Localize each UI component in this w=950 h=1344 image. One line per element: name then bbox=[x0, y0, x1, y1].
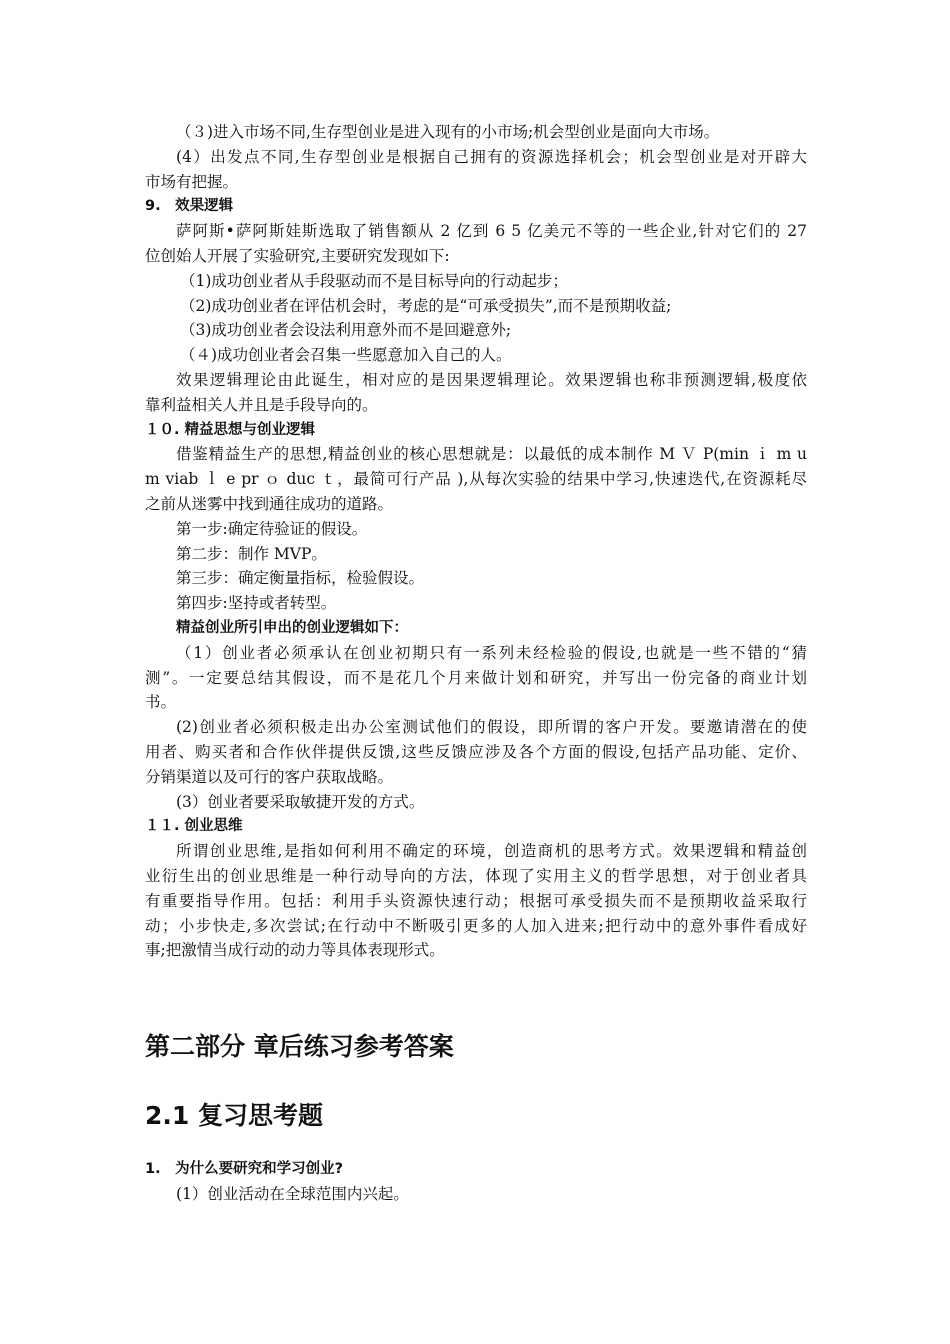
text-line: （3)成功创业者会设法利用意外而不是回避意外; bbox=[180, 321, 512, 340]
text-line: 书。 bbox=[145, 693, 177, 712]
text-line: 测”。一定要总结其假设，而不是花几个月来做计划和研究，并写出一份完备的商业计划 bbox=[145, 668, 807, 687]
part-heading: 第二部分 章后练习参考答案 bbox=[145, 1032, 454, 1061]
text-line: 效果逻辑理论由此诞生，相对应的是因果逻辑理论。效果逻辑也称非预测逻辑,极度依 bbox=[176, 370, 807, 389]
text-line: 精益创业所引申出的创业逻辑如下： bbox=[176, 619, 408, 636]
section-heading: 2.1 复习思考题 bbox=[145, 1101, 323, 1130]
text-line: (2)创业者必须积极走出办公室测试他们的假设，即所谓的客户开发。要邀请潜在的使 bbox=[176, 718, 807, 737]
text-line: 动；小步快走,多次尝试;在行动中不断吸引更多的人加入进来;把行动中的意外事件看成好 bbox=[145, 916, 807, 935]
text-line: 用者、购买者和合作伙伴提供反馈,这些反馈应涉及各个方面的假设,包括产品功能、定价、 bbox=[145, 742, 807, 761]
text-line: １１. 创业思维 bbox=[145, 818, 243, 835]
text-line: 第三步：确定衡量指标，检验假设。 bbox=[176, 569, 425, 588]
text-line: 之前从迷雾中找到通往成功的道路。 bbox=[145, 494, 394, 513]
text-line: 借鉴精益生产的思想,精益创业的核心思想就是：以最低的成本制作 M Ｖ P(min ｉ m u bbox=[176, 445, 807, 464]
question-1: 1. 为什么要研究和学习创业? bbox=[145, 1161, 344, 1177]
text-line: 业衍生出的创业思维是一种行动导向的方法，体现了实用主义的哲学思想，对于创业者具 bbox=[145, 866, 807, 885]
answer-1-item-1: (1）创业活动在全球范围内兴起。 bbox=[176, 1185, 409, 1203]
text-line: 9. 效果逻辑 bbox=[145, 198, 234, 215]
text-line: 第四步:坚持或者转型。 bbox=[176, 594, 337, 613]
text-line: １０. 精益思想与创业逻辑 bbox=[145, 421, 316, 438]
document-body bbox=[145, 120, 807, 963]
text-line: 靠利益相关人并且是手段导向的。 bbox=[145, 395, 378, 414]
text-line: 第一步:确定待验证的假设。 bbox=[176, 519, 368, 538]
text-line: (3）创业者要采取敏捷开发的方式。 bbox=[176, 792, 425, 811]
text-line: （３)进入市场不同,生存型创业是进入现有的小市场;机会型创业是面向大市场。 bbox=[176, 123, 720, 141]
text-line: 萨阿斯•萨阿斯娃斯选取了销售额从 2 亿到 6 5 亿美元不等的一些企业,针对它们的 27 bbox=[176, 222, 807, 241]
text-line: m viab ｌ e pr ｏ duc ｔ，最简可行产品 ),从每次实验的结果中学习,快速迭代,在资源耗尽 bbox=[145, 470, 807, 489]
text-line: 事;把激情当成行动的动力等具体表现形式。 bbox=[145, 941, 445, 960]
text-line: 所谓创业思维,是指如何利用不确定的环境，创造商机的思考方式。效果逻辑和精益创 bbox=[176, 842, 807, 861]
text-line: 有重要指导作用。包括：利用手头资源快速行动；根据可承受损失而不是预期收益采取行 bbox=[145, 891, 807, 910]
text-line: 第二步：制作 MVP。 bbox=[176, 544, 327, 563]
text-line: （1)成功创业者从手段驱动而不是目标导向的行动起步； bbox=[180, 271, 568, 290]
text-line: 位创始人开展了实验研究,主要研究发现如下: bbox=[145, 246, 450, 265]
text-line: (4）出发点不同,生存型创业是根据自己拥有的资源选择机会；机会型创业是对开辟大 bbox=[176, 147, 807, 166]
text-line: 分销渠道以及可行的客户获取战略。 bbox=[145, 767, 394, 786]
paragraph-block bbox=[145, 120, 807, 963]
text-line: （2)成功创业者在评估机会时，考虑的是“可承受损失”,而不是预期收益; bbox=[180, 296, 672, 315]
text-line: （４)成功创业者会召集一些愿意加入自己的人。 bbox=[180, 346, 512, 365]
text-line: （1）创业者必须承认在创业初期只有一系列未经检验的假设,也就是一些不错的“猜 bbox=[176, 643, 807, 662]
text-line: 市场有把握。 bbox=[145, 172, 239, 191]
